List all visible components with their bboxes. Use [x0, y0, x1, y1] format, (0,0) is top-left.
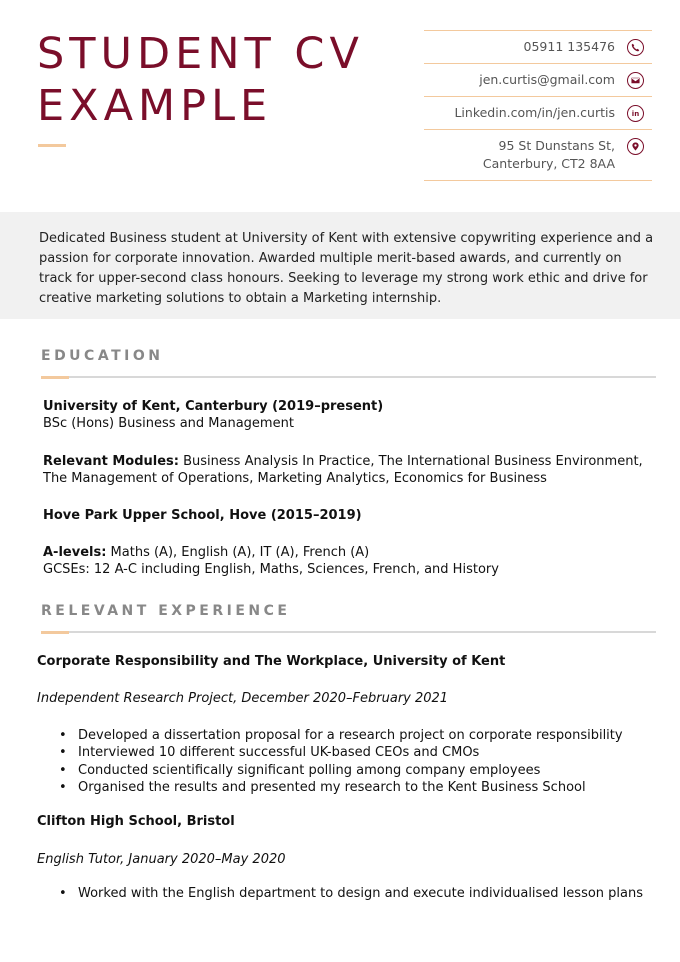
contact-linkedin[interactable]: Linkedin.com/in/jen.curtis — [454, 105, 615, 120]
list-item: • Interviewed 10 different successful UK-based CEOs and CMOs — [78, 744, 658, 761]
job-bullet-list — [78, 727, 658, 796]
education-university — [43, 398, 643, 432]
modules-label: Relevant Modules: — [43, 454, 179, 469]
modules-line2: The Management of Operations, Marketing Analytics, Economics for Business — [43, 471, 547, 486]
summary-text: Dedicated Business student at University of Kent with extensive copywriting experience and a passion for corporate innovation. Awarded multiple merit-based awards, and currently on track for upper-second class honours. Seeking to leverage my strong work ethic and drive for creative marketing solutions to obtain a Marketing internship. — [39, 231, 654, 306]
contact-email[interactable]: jen.curtis@gmail.com — [479, 72, 615, 87]
job-subtitle: English Tutor, January 2020–May 2020 — [37, 852, 286, 867]
job-bullet-list — [78, 885, 658, 902]
list-item: • Worked with the English department to design and execute individualised lesson plans — [78, 885, 658, 902]
list-item: • Conducted scientifically significant polling among company employees — [78, 762, 658, 779]
contact-linkedin-row — [424, 96, 652, 129]
title-accent-bar — [38, 144, 66, 147]
university-name: University of Kent, Canterbury (2019–present) — [43, 399, 384, 414]
experience-accent — [41, 631, 69, 634]
cv-title-line2: EXAMPLE — [37, 81, 273, 131]
education-qualifications — [43, 544, 643, 578]
alevels-label: A-levels: — [43, 545, 107, 560]
school-name: Hove Park Upper School, Hove (2015–2019) — [43, 508, 362, 523]
modules-line1: Business Analysis In Practice, The International Business Environment, — [178, 454, 643, 469]
education-heading: EDUCATION — [41, 348, 164, 364]
location-pin-icon — [627, 138, 644, 155]
job-subtitle: Independent Research Project, December 2020–February 2021 — [37, 691, 449, 706]
degree: BSc (Hons) Business and Management — [43, 416, 294, 431]
contact-phone-row — [424, 30, 652, 63]
experience-heading: RELEVANT EXPERIENCE — [41, 603, 291, 619]
summary-panel — [0, 212, 680, 319]
cv-title-line1: STUDENT CV — [37, 29, 364, 79]
job-title: Clifton High School, Bristol — [37, 814, 235, 829]
contact-address — [483, 137, 615, 173]
job-title: Corporate Responsibility and The Workplace, University of Kent — [37, 654, 506, 669]
contact-phone[interactable]: 05911 135476 — [523, 39, 615, 54]
contact-email-row — [424, 63, 652, 96]
contact-address-row — [424, 129, 652, 181]
education-section-header — [41, 347, 656, 378]
alevels-grades: Maths (A), English (A), IT (A), French (A) — [106, 545, 370, 560]
experience-divider — [41, 631, 656, 633]
gcses: GCSEs: 12 A-C including English, Maths, Sciences, French, and History — [43, 562, 499, 577]
phone-icon — [627, 39, 644, 56]
list-item: • Developed a dissertation proposal for a research project on corporate responsibility — [78, 727, 658, 744]
email-icon — [627, 72, 644, 89]
linkedin-icon: in — [627, 105, 644, 122]
cv-title — [37, 28, 364, 132]
education-divider — [41, 376, 656, 378]
education-modules — [43, 453, 643, 487]
address-line2: Canterbury, CT2 8AA — [482, 156, 615, 171]
contact-block — [424, 30, 652, 181]
address-line1: 95 St Dunstans St, — [498, 138, 615, 153]
list-item: • Organised the results and presented my research to the Kent Business School — [78, 779, 658, 796]
education-accent — [41, 376, 69, 379]
experience-section-header — [41, 602, 656, 633]
